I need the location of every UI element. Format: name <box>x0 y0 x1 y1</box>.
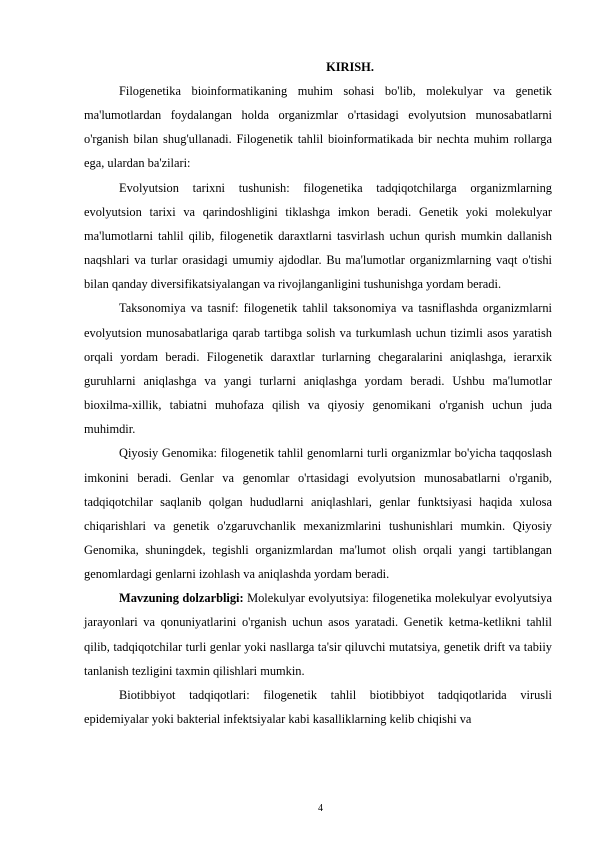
paragraph-text: Biotibbiyot tadqiqotlari: filogenetik tahlil biotibbiyot tadqiqotlarida virusli epidemiyalar yoki bakterial infektsiyalar kabi kasalliklarning kelib chiqishi va <box>84 687 552 727</box>
paragraph-text: Evolyutsion tarixni tushunish: filogenetika tadqiqotchilarga organizmlarning evolyutsion tarixi va qarindoshligini tiklashga imkon beradi. Genetik yoki molekulyar ma'lumotlarni tahlil qilib, filogenetik daraxtlarni tasvirlash uchun qurish mumkin dallanish naqshlari va turlar orasidagi umumiy ajdodlar. Bu ma'lumotlar organizmlarning vaqt o'tishi bilan qanday diversifikatsiyalangan va rivojlanganligini tushunishga yordam beradi. <box>84 180 552 292</box>
document-page <box>84 55 552 731</box>
paragraph-relevance <box>84 586 552 683</box>
paragraph-evolutionary-history <box>84 176 552 297</box>
paragraph-text: Molekulyar evolyutsiya: filogenetika molekulyar evolyutsiya jarayonlari va qonuniyatlarini o'rganish uchun asos yaratadi. Genetik ketma-ketlikni tahlil qilib, tadqiqotchilar turli genlar yoki nasllarga ta'sir qiluvchi mutatsiya, genetik drift va tabiiy tanlanish tezligini taxmin qilishlari mumkin. <box>84 591 552 678</box>
paragraph-lead: Mavzuning dolzarbligi: <box>119 591 244 606</box>
paragraph-intro <box>84 79 552 176</box>
paragraph-text: Taksonomiya va tasnif: filogenetik tahlil taksonomiya va tasniflashda organizmlarni evolyutsion munosabatlariga qarab tartibga solish va turkumlash uchun tizimli asos yaratish orqali yordam beradi. Filogenetik daraxtlar turlarning chegaralarini aniqlashga, ierarxik guruhlarni aniqlashga va yangi turlarni aniqlashga yordam beradi. Ushbu ma'lumotlar bioxilma-xillik, tabiatni muhofaza qilish va qiyosiy genomikani o'rganish uchun juda muhimdir. <box>84 301 552 437</box>
page-number: 4 <box>318 803 323 814</box>
paragraph-taxonomy <box>84 296 552 441</box>
paragraph-biomedical <box>84 683 552 731</box>
paragraph-text: Filogenetika bioinformatikaning muhim sohasi bo'lib, molekulyar va genetik ma'lumotlardan foydalangan holda organizmlar o'rtasidagi evolyutsion munosabatlarni o'rganish bilan shug'ullanadi. Filogenetik tahlil bioinformatikada bir nechta muhim rollarga ega, ulardan ba'zilari: <box>84 84 552 171</box>
paragraph-text: Qiyosiy Genomika: filogenetik tahlil genomlarni turli organizmlar bo'yicha taqqoslash imkonini beradi. Genlar va genomlar o'rtasidagi evolyutsion munosabatlarni o'rganib, tadqiqotchilar saqlanib qolgan hududlarni aniqlashlari, genlar funktsiyasi haqida xulosa chiqarishlari va genetik o'zgaruvchanlik mexanizmlarini tushunishlari mumkin. Qiyosiy Genomika, shuningdek, tegishli organizmlardan ma'lumot olish orqali yangi tartiblangan genomlardagi genlarni izohlash va aniqlashda yordam beradi. <box>84 446 552 582</box>
section-title: KIRISH. <box>326 60 374 74</box>
paragraph-comparative-genomics <box>84 441 552 586</box>
